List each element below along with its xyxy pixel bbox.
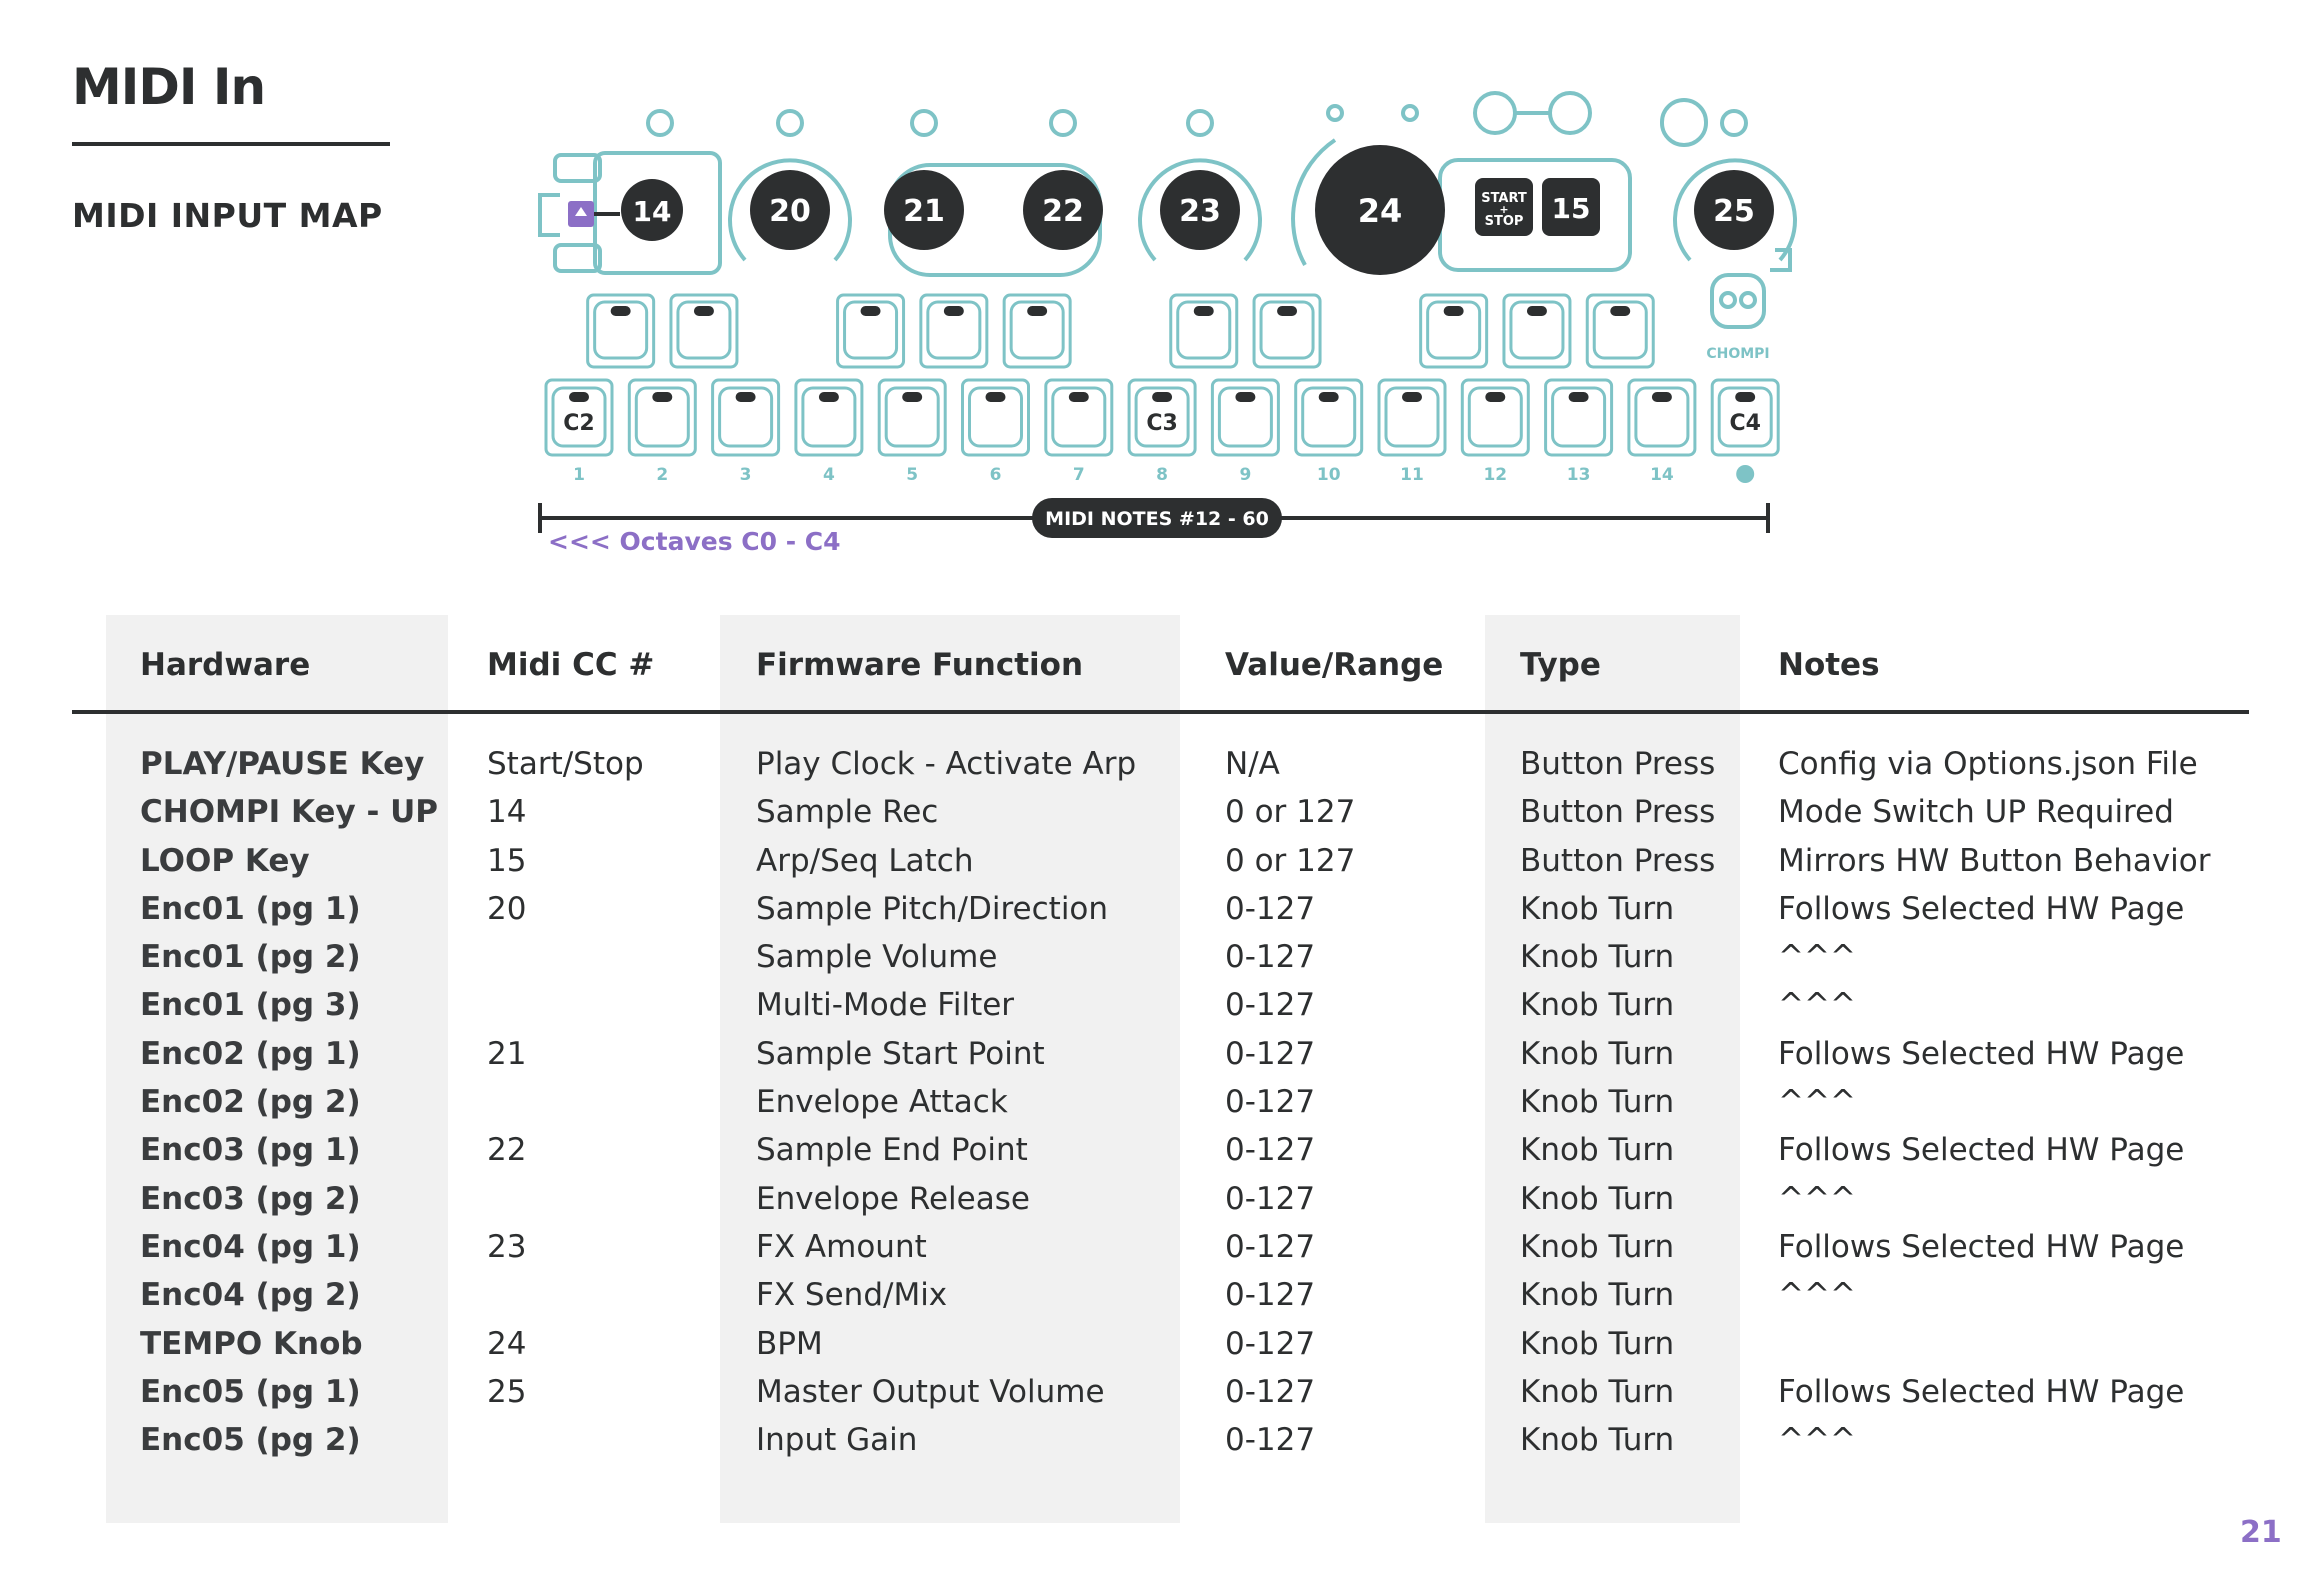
cell-value-range: 0-127 [1225,1277,1316,1314]
pad-led [569,392,589,402]
cell-midi-cc: 25 [487,1373,527,1410]
table-row [0,1271,2304,1319]
pad-led [652,392,672,402]
note-label: C3 [1146,411,1178,436]
key-number: 2 [656,465,669,485]
cell-firmware-function: Play Clock - Activate Arp [756,746,1137,782]
cell-midi-cc: 15 [487,842,527,879]
cell-notes: Follows Selected HW Page [1778,1035,2185,1072]
pad-key [546,380,612,455]
cell-firmware-function: FX Send/Mix [756,1277,948,1314]
led-indicator [648,111,672,135]
knob-20-label: 20 [769,194,811,229]
cell-type: Button Press [1520,842,1716,879]
knob-24-tempo [1315,145,1445,275]
pad-key [1046,380,1112,455]
cell-hardware: Enc05 (pg 2) [140,1422,361,1459]
cell-notes: Follows Selected HW Page [1778,890,2185,927]
cell-notes: ^^^ [1778,987,1856,1024]
table-row [0,1175,2304,1223]
cell-hardware: Enc05 (pg 1) [140,1373,361,1410]
pad-led [1277,306,1297,316]
knob-25 [1694,170,1774,250]
led-indicator [1051,111,1075,135]
key-number: 5 [906,465,919,485]
svg-text:+: + [1499,203,1509,216]
cell-hardware: Enc04 (pg 2) [140,1277,361,1314]
header-rule [72,710,2249,714]
key-number: 7 [1072,465,1085,485]
chompi-logo-text: CHOMPI [1706,346,1770,362]
cell-type: Knob Turn [1520,1228,1675,1265]
pad-key [1462,380,1528,455]
upper-pad-key [1587,295,1653,367]
pad-led [1610,306,1630,316]
cell-firmware-function: Sample Volume [756,939,998,976]
cell-midi-cc: 24 [487,1325,527,1362]
chompi-device-diagram [500,70,1840,570]
cell-notes: ^^^ [1778,1084,1856,1121]
cell-value-range: 0 or 127 [1225,794,1356,831]
cell-value-range: 0-127 [1225,1228,1316,1265]
table-row [0,837,2304,885]
upper-pad-key [588,295,654,367]
pad-led [986,392,1006,402]
cell-notes: Mirrors HW Button Behavior [1778,842,2211,879]
table-row [0,1078,2304,1126]
cell-midi-cc: 23 [487,1228,527,1265]
led-indicator [778,111,802,135]
upper-pad-key [1171,295,1237,367]
title-underline [72,142,390,146]
cell-firmware-function: Sample End Point [756,1132,1028,1169]
cell-hardware: Enc01 (pg 1) [140,890,361,927]
pad-led [1069,392,1089,402]
pad-led [1152,392,1172,402]
cell-hardware: Enc01 (pg 2) [140,939,361,976]
key-number: 4 [822,465,835,485]
knob-21 [884,170,964,250]
cell-type: Knob Turn [1520,1180,1675,1217]
cell-value-range: 0-127 [1225,987,1316,1024]
pad-key [1212,380,1278,455]
knob-24-label: 24 [1357,192,1403,230]
pad-key [796,380,862,455]
knob-14-label: 14 [632,195,672,228]
header-notes: Notes [1778,647,1880,683]
pad-led [819,392,839,402]
knob-20 [750,170,830,250]
knob-22 [1023,170,1103,250]
table-row [0,1416,2304,1464]
key-number: 1 [573,465,585,485]
cell-type: Button Press [1520,746,1716,782]
pad-key [963,380,1029,455]
svg-text:START: START [1481,191,1527,206]
key-number: 6 [989,465,1002,485]
knob-23-label: 23 [1179,194,1221,229]
note-label: C2 [563,411,595,436]
table-row [0,885,2304,933]
cell-value-range: 0-127 [1225,1373,1316,1410]
pad-led [861,306,881,316]
pad-led [736,392,756,402]
cell-notes: ^^^ [1778,1180,1856,1217]
cell-notes: Follows Selected HW Page [1778,1373,2185,1410]
svg-text:STOP: STOP [1484,214,1524,229]
page-number: 21 [2240,1515,2282,1550]
header-firmware-function: Firmware Function [756,647,1084,683]
table-row [0,1368,2304,1416]
pad-led [902,392,922,402]
pad-key [879,380,945,455]
pad-led [1527,306,1547,316]
cell-notes: Follows Selected HW Page [1778,1132,2185,1169]
cell-notes: ^^^ [1778,1277,1856,1314]
cell-type: Button Press [1520,794,1716,831]
cell-firmware-function: Envelope Release [756,1180,1030,1217]
knob-25-label: 25 [1713,194,1755,229]
pad-led [1444,306,1464,316]
cell-notes: ^^^ [1778,1422,1856,1459]
cell-type: Knob Turn [1520,987,1675,1024]
knob-14 [621,179,683,241]
key-number: 12 [1483,465,1508,485]
table-row [0,1320,2304,1368]
cell-value-range: 0-127 [1225,1084,1316,1121]
upper-pad-key [921,295,987,367]
cell-hardware: Enc04 (pg 1) [140,1228,361,1265]
cell-value-range: 0-127 [1225,1325,1316,1362]
cell-firmware-function: Multi-Mode Filter [756,987,1015,1024]
header-value-range: Value/Range [1225,647,1444,683]
cell-firmware-function: BPM [756,1325,823,1362]
cell-notes: Follows Selected HW Page [1778,1228,2185,1265]
cell-hardware: Enc02 (pg 2) [140,1084,361,1121]
midi-map-table-body [0,740,2304,1464]
cell-type: Knob Turn [1520,1325,1675,1362]
cell-value-range: 0-127 [1225,1035,1316,1072]
start-stop-button [1475,178,1533,236]
note-label: C4 [1729,411,1761,436]
key-number: 10 [1316,465,1341,485]
key-number: 8 [1156,465,1169,485]
key-number: 13 [1566,465,1591,485]
pad-key [1546,380,1612,455]
cell-firmware-function: Sample Start Point [756,1035,1045,1072]
cell-type: Knob Turn [1520,1035,1675,1072]
pad-key [1296,380,1362,455]
cell-hardware: Enc03 (pg 1) [140,1132,361,1169]
cell-firmware-function: Envelope Attack [756,1084,1008,1121]
cell-value-range: 0-127 [1225,939,1316,976]
pad-key [1379,380,1445,455]
cell-type: Knob Turn [1520,1373,1675,1410]
loop-module-frame [1440,160,1630,270]
pad-led [1735,392,1755,402]
cell-hardware: PLAY/PAUSE Key [140,746,425,782]
pad-led [1402,392,1422,402]
pad-led [1652,392,1672,402]
cell-hardware: CHOMPI Key - UP [140,794,438,831]
knob-15-label: 15 [1551,192,1591,225]
plus-toggle-icon [1736,465,1754,483]
led-indicator [912,111,936,135]
pad-key [629,380,695,455]
cell-value-range: 0-127 [1225,890,1316,927]
upper-pad-key [1421,295,1487,367]
cell-firmware-function: FX Amount [756,1228,927,1265]
cell-firmware-function: Sample Pitch/Direction [756,890,1109,927]
cell-firmware-function: Sample Rec [756,794,939,831]
pad-led [1194,306,1214,316]
key-number: 3 [739,465,752,485]
table-row [0,740,2304,788]
pad-key [1629,380,1695,455]
octaves-label: <<< Octaves C0 - C4 [548,527,841,556]
cell-value-range: N/A [1225,746,1280,782]
cell-type: Knob Turn [1520,1132,1675,1169]
key-number: 11 [1400,465,1424,485]
table-row [0,981,2304,1029]
pad-key [713,380,779,455]
pad-led [1485,392,1505,402]
cell-type: Knob Turn [1520,890,1675,927]
table-row [0,1126,2304,1174]
section-subtitle: MIDI INPUT MAP [72,196,383,235]
table-row [0,788,2304,836]
pad-key [1712,380,1778,455]
cell-hardware: Enc03 (pg 2) [140,1180,361,1217]
table-row [0,933,2304,981]
header-midi-cc: Midi CC # [487,647,655,683]
pad-led [1235,392,1255,402]
cell-firmware-function: Master Output Volume [756,1373,1105,1410]
key-number: 14 [1650,465,1674,485]
cell-notes: ^^^ [1778,939,1856,976]
cell-hardware: Enc02 (pg 1) [140,1035,361,1072]
upper-pad-key [671,295,737,367]
cell-value-range: 0-127 [1225,1132,1316,1169]
cell-firmware-function: Input Gain [756,1422,918,1459]
pad-led [944,306,964,316]
cell-hardware: Enc01 (pg 3) [140,987,361,1024]
upper-pad-key [1254,295,1320,367]
led-indicator [1188,111,1212,135]
cell-hardware: LOOP Key [140,842,310,879]
cell-notes: Config via Options.json File [1778,746,2198,782]
cell-type: Knob Turn [1520,1422,1675,1459]
pad-led [611,306,631,316]
pad-led [694,306,714,316]
header-hardware: Hardware [140,647,311,683]
range-badge-label: MIDI NOTES #12 - 60 [1045,508,1269,530]
page-title: MIDI In [72,58,266,116]
knob-23 [1160,170,1240,250]
led-indicator [1722,111,1746,135]
header-type: Type [1520,647,1601,683]
upper-pad-key [1504,295,1570,367]
cell-notes: Mode Switch UP Required [1778,794,2174,831]
knob-21-label: 21 [903,194,945,229]
cell-firmware-function: Arp/Seq Latch [756,842,974,879]
cell-midi-cc: Start/Stop [487,746,644,782]
cell-value-range: 0-127 [1225,1422,1316,1459]
upper-pad-key [838,295,904,367]
cell-type: Knob Turn [1520,939,1675,976]
loop-button-15 [1542,178,1600,236]
cell-hardware: TEMPO Knob [140,1325,363,1362]
upper-pad-key [1004,295,1070,367]
cell-value-range: 0-127 [1225,1180,1316,1217]
pad-led [1027,306,1047,316]
pad-key [1129,380,1195,455]
cell-midi-cc: 20 [487,890,527,927]
pad-led [1569,392,1589,402]
pad-led [1319,392,1339,402]
knob-22-label: 22 [1042,194,1084,229]
key-number: 9 [1239,465,1252,485]
cell-midi-cc: 21 [487,1035,527,1072]
table-row [0,1030,2304,1078]
cell-type: Knob Turn [1520,1084,1675,1121]
cell-midi-cc: 22 [487,1132,527,1169]
cell-midi-cc: 14 [487,794,527,831]
cell-type: Knob Turn [1520,1277,1675,1314]
table-row [0,1223,2304,1271]
cell-value-range: 0 or 127 [1225,842,1356,879]
